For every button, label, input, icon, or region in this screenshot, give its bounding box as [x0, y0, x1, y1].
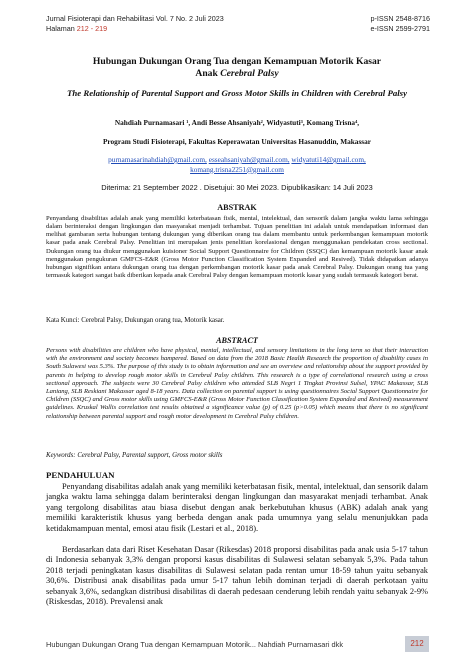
journal-header: [46, 14, 306, 33]
email-link-4[interactable]: komang.trisna2251@gmail.com: [190, 164, 284, 174]
abstract-keywords: Keywords: Cerebral Palsy, Parental support, Gross motor skills: [46, 452, 223, 459]
page-number: 212: [405, 636, 429, 652]
pissn: p-ISSN 2548-8716: [370, 14, 430, 23]
title-line-2-prefix: Anak: [195, 67, 221, 79]
publication-dates: Diterima: 21 September 2022 . Disetujui: 30 Mei 2023. Dipublikasikan: 14 Juli 2023: [101, 183, 373, 192]
paper-subtitle: The Relationship of Parental Support and Gross Motor Skills in Children with Cerebral Palsy: [67, 88, 407, 98]
email-link-3[interactable]: widyatuti14@gmail.com,: [291, 155, 366, 164]
intro-paragraph-1: [46, 482, 428, 534]
intro-p2-text: Berdasarkan data dari Riset Kesehatan Dasar (Rikesdas) 2018 proporsi disabilitas pada anak usia 5-17 tahun di Indonesia sebanyak 3,3% dengan proporsi kasus disabilitas di Sulawesi selatan sebanyak 5,3%. Pada tahun 2018 terjadi peningkatan kasus disabilitas di Sulawesi selatan pada rentan umur 18-59 tahun yaitu sebanyak 30,6%. Distribusi anak disabilitas pada umur 5-17 tahun lebih dominan terjadi di daerah perkotaan yaitu sebanyak 3,6%, sedangkan distribusi disabilitas di daerah pedesaan cenderung lebih rendah yaitu sebanyak 2-9% (Riskesdas, 2018). Prevalensi anak: [46, 545, 428, 607]
abstract-body: Persons with disabilities are children who have physical, mental, intellectual, and sensory limitations in the long term so that their interaction with the environment and society becomes hampered. Based on data from the 2018 Basic Health Research the proportion of disability cases in South Sulawesi was 5.3%. The purpose of this study is to obtain information and see an overview and relationship about the support provided by parents in helping to develop rough motor skills in Cerebral Palsy children. This research is a type of correlational research using a cross sectional approach. The subjects were 30 Cerebral Palsy children who attended SLB Negri 1 Tingkat Provinsi Sulsel, YPAC Makassar, SLB Laniang, SLB Reskiani Makassar aged 8-18 years. Data collection on parental support is using questionnaires Social Support Questionnaire for Children (SSQC) and Gross motor skills using GMFCS-E&R (Gross Motor Function Classification System Expanded and Resived) measurement guidelines. Kruskal Wallis correlation test results obtained a significance value (p) of 0.25 (p>0.05) which means that there is no significant relationship between parental support and rough motor development in Cerebral Palsy children.: [46, 347, 428, 420]
paper-title: [60, 56, 414, 79]
abstract-heading: ABSTRACT: [216, 336, 258, 345]
title-line-2: [60, 68, 414, 80]
title-line-1: Hubungan Dukungan Orang Tua dengan Kemampuan Motorik Kasar: [92, 56, 382, 67]
journal-pages-line: [46, 24, 306, 34]
journal-volume: Vol. 7 No. 2 Juli 2023: [155, 14, 224, 23]
author-list: Nahdiah Purnamasari ¹, Andi Besse Ahsaniyah², Widyastuti³, Komang Trisna⁴,: [114, 118, 360, 127]
journal-title-line: [46, 14, 306, 24]
email-list: [60, 155, 414, 174]
abstrak-heading: ABSTRAK: [217, 203, 257, 212]
title-line-2-italic: Cerebral Palsy: [220, 67, 279, 79]
eissn: e-ISSN 2599-2791: [370, 23, 430, 33]
running-footer: Hubungan Dukungan Orang Tua dengan Kemampuan Motorik... Nahdiah Purnamasari dkk: [46, 640, 344, 649]
pages-range: 212 - 219: [76, 23, 108, 33]
email-link-2[interactable]: esseahsaniyah@gmail.com,: [208, 155, 290, 164]
abstrak-body: Penyandang disabilitas adalah anak yang memiliki keterbatasan fisik, mental, intelektual, dan sensorik dalam jangka waktu lama sehingga dalam berinteraksi dengan lingkungan dan masyarakat menjadi terhambat. Tujuan penelitian ini adalah untuk mendapatkan informasi dan melihat gambaran serta hubungan tentang dukungan yang diberikan orang tua dalam membantu untuk perkembangan kemampuan motorik kasar pada anak Cerebral Palsy. Penelitian ini merupakan jenis penelitian korelasional dengan menggunakan pendekatan cross sectional. Dukungan orang tua diukur menggunakan kuisioner Social Support Questionnaire for Children (SSQC) dan kemampuan motorik kasar anak menggunakan pengukuran GMFCS-E&R (Gross Motor Function Classification System Expanded and Resived). Tidak didapatkan adanya hubungan signifikan antara dukungan orang tua dengan perkembangan motorik kasar pada anak Cerebral Palsy. Dukungan orang tua yang termasuk kategori sangat baik diberikan kepada anak Cerebral Palsy dengan kemampuan motorik kasar yang sudah termasuk kategori berat.: [46, 215, 428, 280]
affiliation: Program Studi Fisioterapi, Fakultas Keperawatan Universitas Hasanuddin, Makassar: [102, 137, 372, 146]
journal-name: Jurnal Fisioterapi dan Rehabilitasi: [46, 14, 154, 23]
intro-paragraph-2: [46, 545, 428, 607]
intro-heading: PENDAHULUAN: [46, 470, 115, 480]
email-link-1[interactable]: purnamasarinahdiah@gmail.com,: [108, 155, 207, 164]
pages-label: Halaman: [46, 23, 77, 33]
abstrak-keywords: Kata Kunci: Cerebral Palsy, Dukungan orang tua, Motorik kasar.: [46, 317, 225, 324]
issn-block: [330, 14, 430, 33]
intro-p1-text: Penyandang disabilitas adalah anak yang memiliki keterbatasan fisik, mental, intelektual, dan sensorik dalam jangka waktu lama sehingga dalam berinteraksi dengan lingkungan dan masyarakat menjadi terhambat. Anak yang tergolong disabilitas atau biasa disebut dengan anak berkebutuhan khusus (ABK) adalah anak yang memiliki karakteristik khusus yang berbeda dengan anak pada umumnya yang selalu menunjukkan pada ketidakmampuan mental, emosi atau fisik (Lestari et al., 2018).: [46, 482, 428, 533]
